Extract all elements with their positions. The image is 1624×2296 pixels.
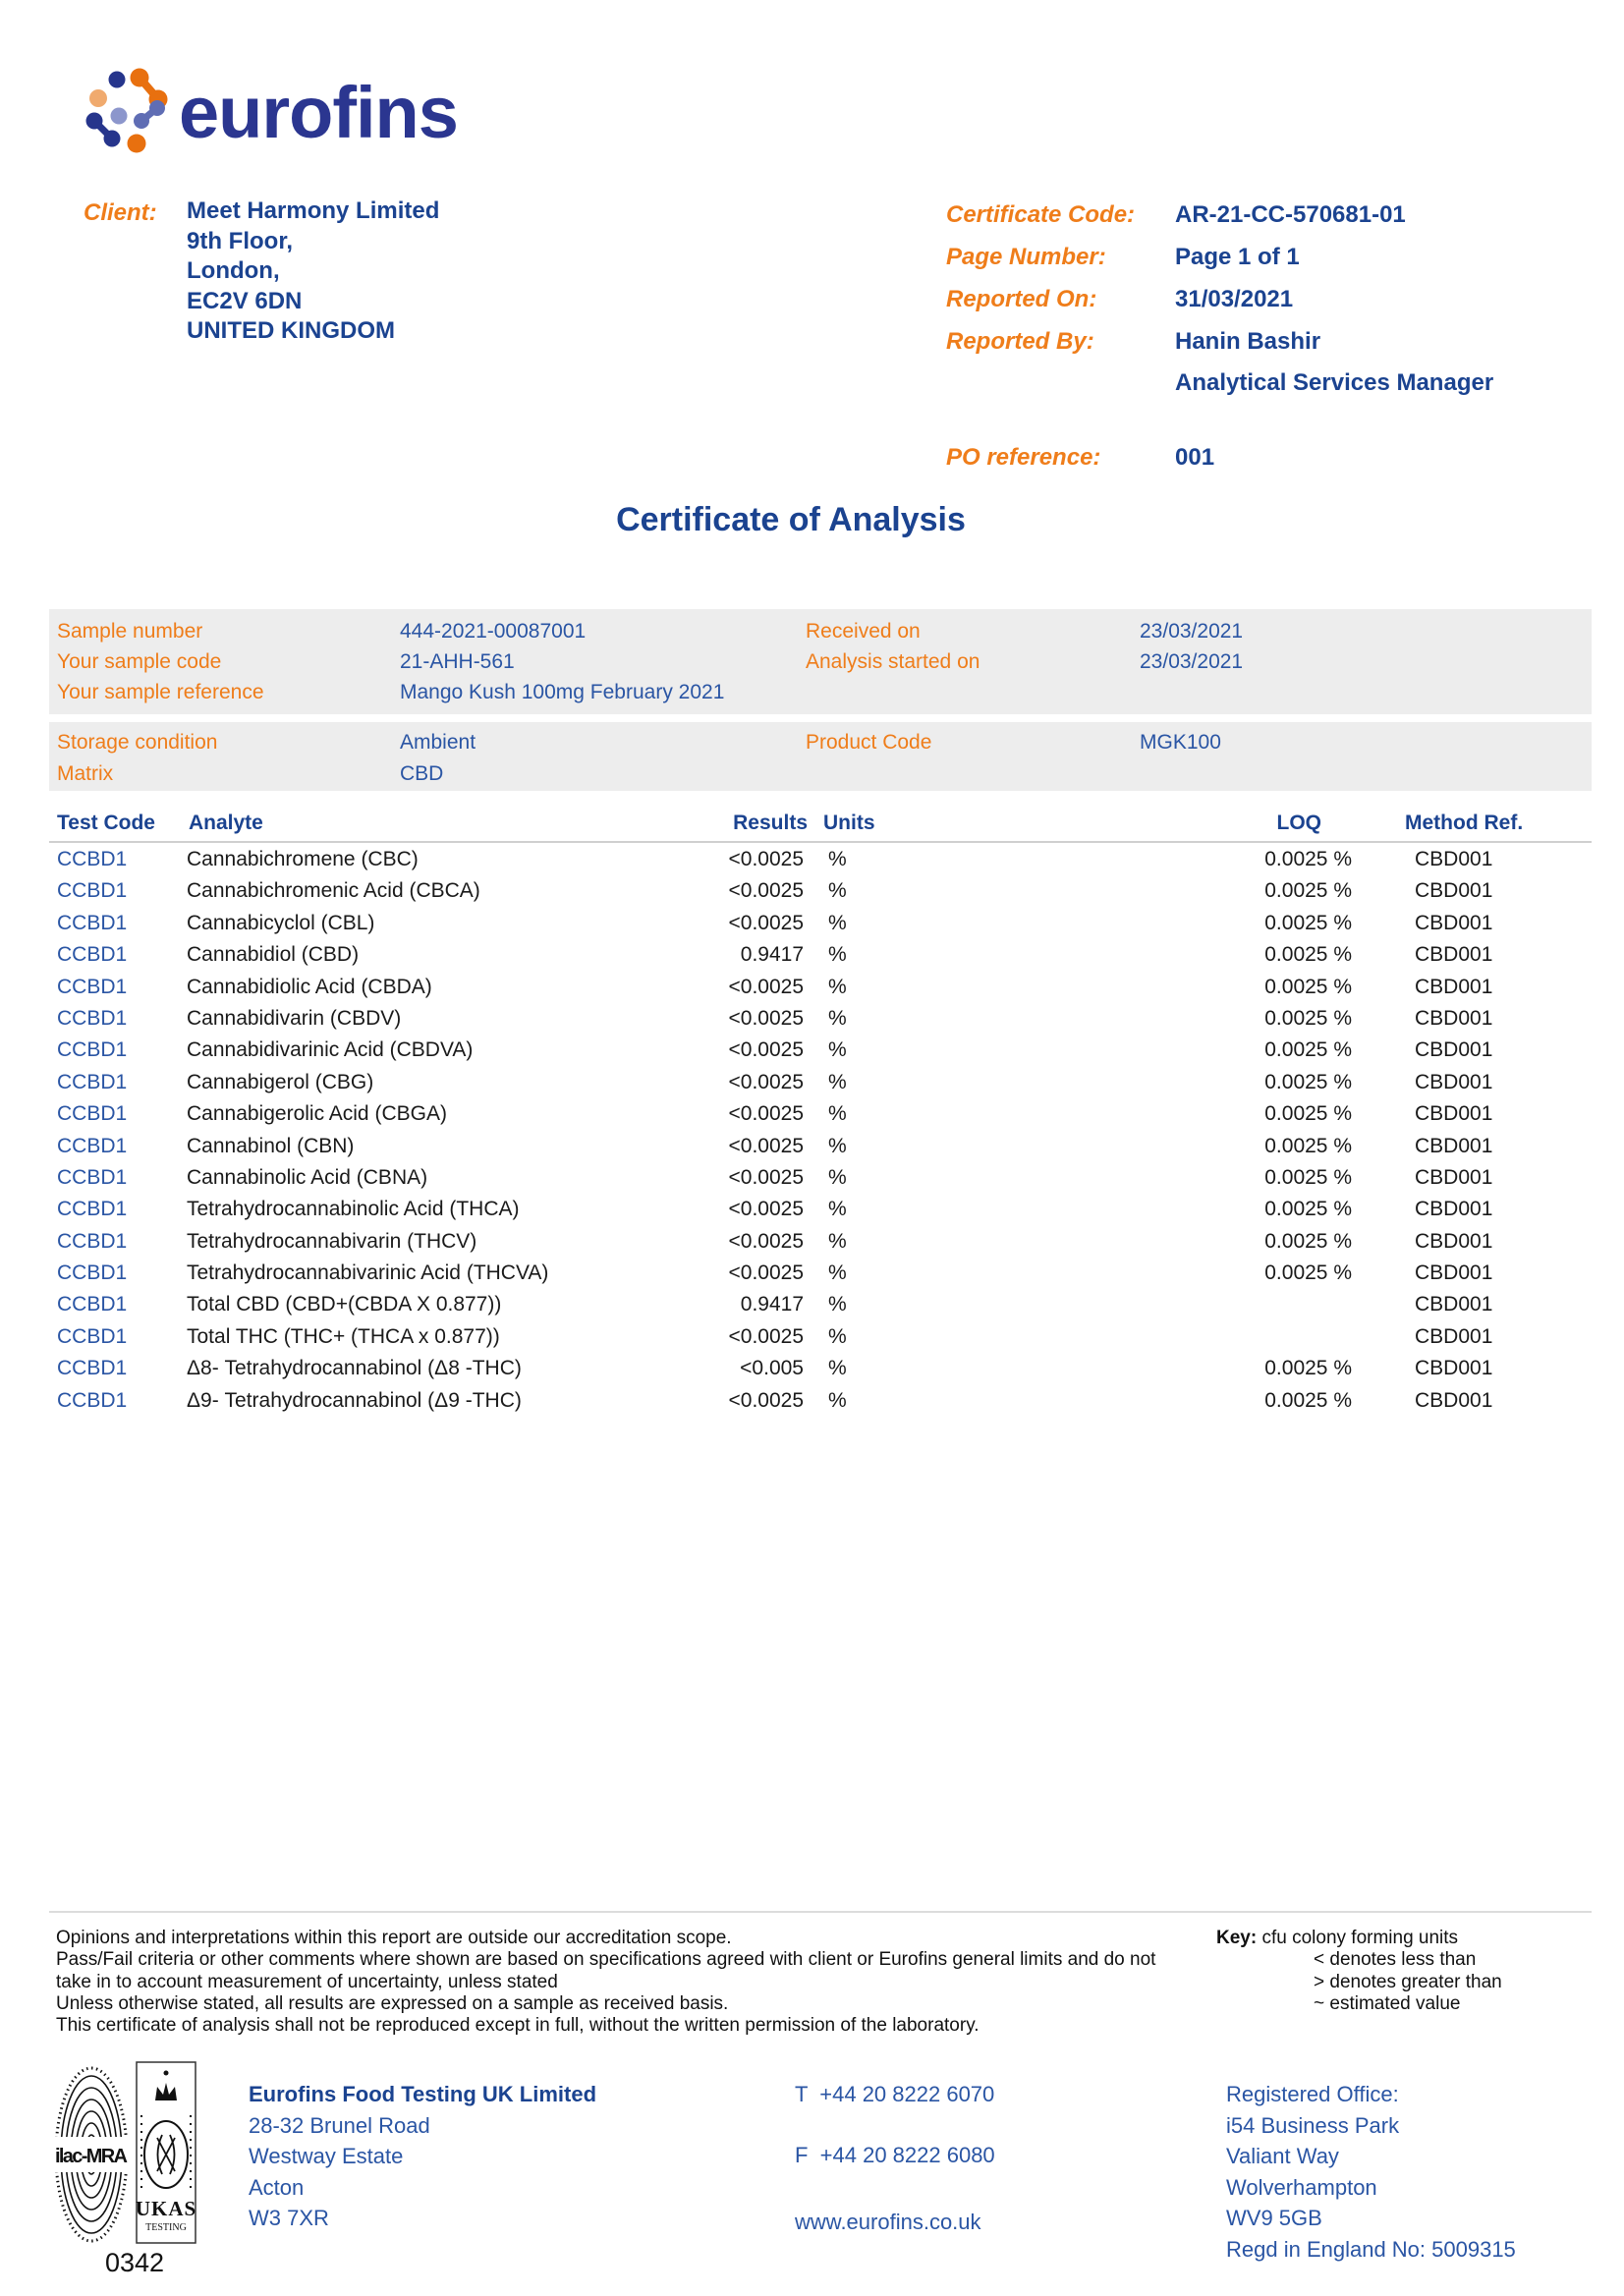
certificate-code-label: Certificate Code: <box>946 201 1136 228</box>
method-cell: CBD001 <box>1415 1229 1493 1253</box>
test-code-cell: CCBD1 <box>57 1102 128 1126</box>
loq-cell: 0.0025 % <box>1264 848 1352 870</box>
company-name: Eurofins Food Testing UK Limited <box>249 2082 597 2106</box>
result-cell: <0.0025 <box>728 1229 804 1253</box>
result-cell: <0.0025 <box>728 1388 804 1412</box>
method-cell: CBD001 <box>1415 879 1493 903</box>
table-row <box>0 1226 1624 1258</box>
reported-by-label: Reported By: <box>946 328 1094 355</box>
footer-divider <box>49 1911 1592 1913</box>
client-address <box>187 196 439 347</box>
test-code-cell: CCBD1 <box>57 1165 128 1189</box>
method-cell: CBD001 <box>1415 911 1493 934</box>
key-legend <box>1216 1928 1502 2015</box>
your-sample-reference-label: Your sample reference <box>57 681 264 703</box>
units-cell: % <box>828 1261 847 1285</box>
result-cell: <0.0025 <box>728 1006 804 1030</box>
accreditation-number: 0342 <box>105 2248 165 2277</box>
analyte-cell: Cannabinol (CBN) <box>187 1134 355 1157</box>
reported-by-name: Hanin Bashir <box>1175 328 1321 355</box>
units-cell: % <box>828 1357 847 1380</box>
client-address-line: EC2V 6DN <box>187 287 303 314</box>
key-entry: cfu colony forming units <box>1261 1928 1459 1948</box>
analyte-cell: Cannabigerolic Acid (CBGA) <box>187 1102 447 1126</box>
analyte-cell: Δ8- Tetrahydrocannabinol (Δ8 -THC) <box>187 1357 522 1380</box>
units-cell: % <box>828 1038 847 1062</box>
analyte-cell: Cannabichromene (CBC) <box>187 848 419 870</box>
key-entry: < denotes less than <box>1314 1949 1477 1971</box>
analyte-cell: Cannabidivarinic Acid (CBDVA) <box>187 1038 474 1062</box>
key-entry: ~ estimated value <box>1314 1992 1461 2014</box>
method-cell: CBD001 <box>1415 1324 1493 1348</box>
method-cell: CBD001 <box>1415 1038 1493 1062</box>
units-cell: % <box>828 943 847 967</box>
analyte-cell: Cannabidivarin (CBDV) <box>187 1006 402 1030</box>
method-cell: CBD001 <box>1415 943 1493 967</box>
ilac-mra-logo <box>54 2065 129 2244</box>
ukas-logo-subtext: TESTING <box>145 2222 187 2233</box>
test-code-cell: CCBD1 <box>57 1293 128 1316</box>
analyte-cell: Tetrahydrocannabivarin (THCV) <box>187 1229 477 1253</box>
loq-cell: 0.0025 % <box>1264 1388 1352 1412</box>
loq-cell: 0.0025 % <box>1264 1134 1352 1157</box>
product-code-value: MGK100 <box>1140 731 1221 754</box>
eurofins-logo-icon <box>77 47 175 155</box>
analysis-started-value: 23/03/2021 <box>1140 650 1244 673</box>
received-on-value: 23/03/2021 <box>1140 620 1244 643</box>
loq-cell: 0.0025 % <box>1264 1357 1352 1380</box>
table-row <box>0 1098 1624 1130</box>
result-cell: 0.9417 <box>740 1293 804 1316</box>
registered-office-line: Valiant Way <box>1226 2144 1339 2169</box>
test-code-cell: CCBD1 <box>57 1198 128 1221</box>
analyte-cell: Cannabidiol (CBD) <box>187 943 360 967</box>
fax-number: F +44 20 8222 6080 <box>795 2143 995 2167</box>
method-cell: CBD001 <box>1415 975 1493 998</box>
analyte-cell: Tetrahydrocannabivarinic Acid (THCVA) <box>187 1261 549 1285</box>
result-cell: <0.0025 <box>728 1261 804 1285</box>
analyte-cell: Tetrahydrocannabinolic Acid (THCA) <box>187 1198 520 1221</box>
units-cell: % <box>828 1229 847 1253</box>
units-cell: % <box>828 1198 847 1221</box>
test-code-cell: CCBD1 <box>57 911 128 934</box>
result-cell: <0.0025 <box>728 911 804 934</box>
loq-cell: 0.0025 % <box>1264 1165 1352 1189</box>
result-cell: <0.0025 <box>728 1134 804 1157</box>
results-rows <box>0 844 1624 1417</box>
analyte-cell: Δ9- Tetrahydrocannabinol (Δ9 -THC) <box>187 1388 522 1412</box>
result-cell: <0.0025 <box>728 1070 804 1093</box>
analyte-cell: Total THC (THC+ (THCA x 0.877)) <box>187 1324 500 1348</box>
loq-cell: 0.0025 % <box>1264 911 1352 934</box>
test-code-cell: CCBD1 <box>57 879 128 903</box>
method-cell: CBD001 <box>1415 1357 1493 1380</box>
result-cell: <0.0025 <box>728 1102 804 1126</box>
table-row <box>0 1353 1624 1384</box>
test-code-cell: CCBD1 <box>57 1388 128 1412</box>
method-cell: CBD001 <box>1415 1070 1493 1093</box>
header-loq: LOQ <box>1276 812 1321 834</box>
received-on-label: Received on <box>806 620 921 643</box>
client-address-line: 9th Floor, <box>187 227 293 254</box>
client-label: Client: <box>84 199 157 226</box>
table-row <box>0 1162 1624 1194</box>
header-results: Results <box>733 812 808 834</box>
units-cell: % <box>828 911 847 934</box>
po-reference-label: PO reference: <box>946 444 1101 471</box>
test-code-cell: CCBD1 <box>57 1038 128 1062</box>
company-block <box>249 2079 596 2234</box>
registered-office-line: WV9 5GB <box>1226 2206 1322 2231</box>
test-code-cell: CCBD1 <box>57 848 128 870</box>
disclaimer-line: Pass/Fail criteria or other comments where shown are based on specifications agreed with client or Eurofins general limits and do not <box>56 1949 1156 1971</box>
your-sample-code-label: Your sample code <box>57 650 222 673</box>
disclaimer-line: Opinions and interpretations within this report are outside our accreditation scope. <box>56 1928 732 1948</box>
method-cell: CBD001 <box>1415 1165 1493 1189</box>
units-cell: % <box>828 848 847 870</box>
units-cell: % <box>828 1388 847 1412</box>
company-address-line: Westway Estate <box>249 2144 404 2169</box>
loq-cell: 0.0025 % <box>1264 1006 1352 1030</box>
test-code-cell: CCBD1 <box>57 1324 128 1348</box>
analyte-cell: Cannabinolic Acid (CBNA) <box>187 1165 428 1189</box>
company-address-line: W3 7XR <box>249 2206 329 2231</box>
page-number-value: Page 1 of 1 <box>1175 244 1300 270</box>
units-cell: % <box>828 879 847 903</box>
result-cell: <0.0025 <box>728 1038 804 1062</box>
table-row <box>0 1258 1624 1289</box>
test-code-cell: CCBD1 <box>57 1006 128 1030</box>
disclaimer-line: Unless otherwise stated, all results are expressed on a sample as received basis. <box>56 1992 729 2014</box>
matrix-value: CBD <box>400 762 444 785</box>
analyte-cell: Cannabichromenic Acid (CBCA) <box>187 879 480 903</box>
result-cell: <0.0025 <box>728 1165 804 1189</box>
key-entry: > denotes greater than <box>1314 1971 1502 1992</box>
loq-cell: 0.0025 % <box>1264 1038 1352 1062</box>
reported-on-value: 31/03/2021 <box>1175 286 1294 312</box>
client-address-line: London, <box>187 257 280 284</box>
table-row <box>0 1067 1624 1098</box>
method-cell: CBD001 <box>1415 1388 1493 1412</box>
eurofins-logo-text: eurofins <box>179 72 458 153</box>
page-number-label: Page Number: <box>946 244 1106 270</box>
registered-office-block <box>1226 2079 1516 2266</box>
website-link[interactable]: www.eurofins.co.uk <box>795 2210 981 2234</box>
header-method-ref: Method Ref. <box>1405 812 1524 834</box>
ilac-mra-logo-text: ilac-MRA <box>55 2146 128 2167</box>
method-cell: CBD001 <box>1415 848 1493 870</box>
certificate-code-value: AR-21-CC-570681-01 <box>1175 201 1406 228</box>
table-row <box>0 844 1624 875</box>
disclaimer-line: take in to account measurement of uncertainty, unless stated <box>56 1971 558 1992</box>
product-code-label: Product Code <box>806 731 932 754</box>
loq-cell: 0.0025 % <box>1264 1261 1352 1285</box>
disclaimer <box>56 1928 1155 2037</box>
reported-on-label: Reported On: <box>946 286 1097 312</box>
units-cell: % <box>828 1134 847 1157</box>
table-row <box>0 875 1624 907</box>
table-row <box>0 1035 1624 1066</box>
method-cell: CBD001 <box>1415 1293 1493 1316</box>
registered-office-line: Registered Office: <box>1226 2082 1399 2106</box>
loq-cell: 0.0025 % <box>1264 1198 1352 1221</box>
units-cell: % <box>828 1165 847 1189</box>
po-reference-value: 001 <box>1175 444 1215 471</box>
table-header-divider <box>49 841 1592 843</box>
units-cell: % <box>828 1102 847 1126</box>
header-analyte: Analyte <box>189 812 263 834</box>
units-cell: % <box>828 1324 847 1348</box>
matrix-label: Matrix <box>57 762 114 785</box>
method-cell: CBD001 <box>1415 1198 1493 1221</box>
analyte-cell: Cannabicyclol (CBL) <box>187 911 375 934</box>
table-row <box>0 939 1624 971</box>
registered-office-line: Regd in England No: 5009315 <box>1226 2236 1516 2262</box>
analyte-cell: Total CBD (CBD+(CBDA X 0.877)) <box>187 1293 502 1316</box>
test-code-cell: CCBD1 <box>57 975 128 998</box>
registered-office-line: i54 Business Park <box>1226 2112 1400 2138</box>
storage-condition-value: Ambient <box>400 731 476 754</box>
test-code-cell: CCBD1 <box>57 1357 128 1380</box>
phone-number: T +44 20 8222 6070 <box>795 2082 995 2106</box>
table-row <box>0 1385 1624 1417</box>
ukas-testing-logo <box>136 2061 196 2244</box>
loq-cell: 0.0025 % <box>1264 975 1352 998</box>
loq-cell: 0.0025 % <box>1264 943 1352 967</box>
company-address-line: Acton <box>249 2174 305 2200</box>
method-cell: CBD001 <box>1415 1102 1493 1126</box>
your-sample-reference-value: Mango Kush 100mg February 2021 <box>400 681 725 703</box>
result-cell: <0.0025 <box>728 848 804 870</box>
method-cell: CBD001 <box>1415 1261 1493 1285</box>
client-name: Meet Harmony Limited <box>187 197 440 224</box>
loq-cell: 0.0025 % <box>1264 1102 1352 1126</box>
page-title: Certificate of Analysis <box>616 501 966 538</box>
sample-number-label: Sample number <box>57 620 203 643</box>
sample-number-value: 444-2021-00087001 <box>400 620 587 643</box>
test-code-cell: CCBD1 <box>57 1261 128 1285</box>
result-cell: <0.0025 <box>728 1198 804 1221</box>
result-cell: <0.0025 <box>728 975 804 998</box>
table-row <box>0 908 1624 939</box>
loq-cell: 0.0025 % <box>1264 1070 1352 1093</box>
units-cell: % <box>828 975 847 998</box>
storage-info-band <box>49 722 1592 791</box>
table-row <box>0 1321 1624 1353</box>
units-cell: % <box>828 1006 847 1030</box>
test-code-cell: CCBD1 <box>57 1229 128 1253</box>
table-row <box>0 972 1624 1003</box>
loq-cell: 0.0025 % <box>1264 1229 1352 1253</box>
result-cell: <0.005 <box>740 1357 804 1380</box>
test-code-cell: CCBD1 <box>57 1134 128 1157</box>
method-cell: CBD001 <box>1415 1134 1493 1157</box>
method-cell: CBD001 <box>1415 1006 1493 1030</box>
registered-office-line: Wolverhampton <box>1226 2174 1377 2200</box>
header-test-code: Test Code <box>57 812 155 834</box>
contact-block <box>795 2082 995 2234</box>
sample-info-band <box>49 609 1592 714</box>
units-cell: % <box>828 1293 847 1316</box>
result-cell: <0.0025 <box>728 1324 804 1348</box>
your-sample-code-value: 21-AHH-561 <box>400 650 515 673</box>
ukas-logo-text: UKAS <box>136 2197 196 2220</box>
loq-cell: 0.0025 % <box>1264 879 1352 903</box>
table-row <box>0 1289 1624 1320</box>
analyte-cell: Cannabigerol (CBG) <box>187 1070 374 1093</box>
storage-condition-label: Storage condition <box>57 731 218 754</box>
reported-by-title: Analytical Services Manager <box>1175 369 1494 396</box>
key-label: Key: <box>1216 1928 1258 1948</box>
disclaimer-line: This certificate of analysis shall not be reproduced except in full, without the written permission of the laboratory. <box>56 2015 980 2037</box>
result-cell: <0.0025 <box>728 879 804 903</box>
analyte-cell: Cannabidiolic Acid (CBDA) <box>187 975 432 998</box>
result-cell: 0.9417 <box>740 943 804 967</box>
table-row <box>0 1194 1624 1225</box>
header-units: Units <box>823 812 875 834</box>
table-row <box>0 1131 1624 1162</box>
units-cell: % <box>828 1070 847 1093</box>
company-address-line: 28-32 Brunel Road <box>249 2112 430 2138</box>
client-address-line: UNITED KINGDOM <box>187 317 395 344</box>
test-code-cell: CCBD1 <box>57 943 128 967</box>
table-row <box>0 1003 1624 1035</box>
analysis-started-label: Analysis started on <box>806 650 980 673</box>
test-code-cell: CCBD1 <box>57 1070 128 1093</box>
